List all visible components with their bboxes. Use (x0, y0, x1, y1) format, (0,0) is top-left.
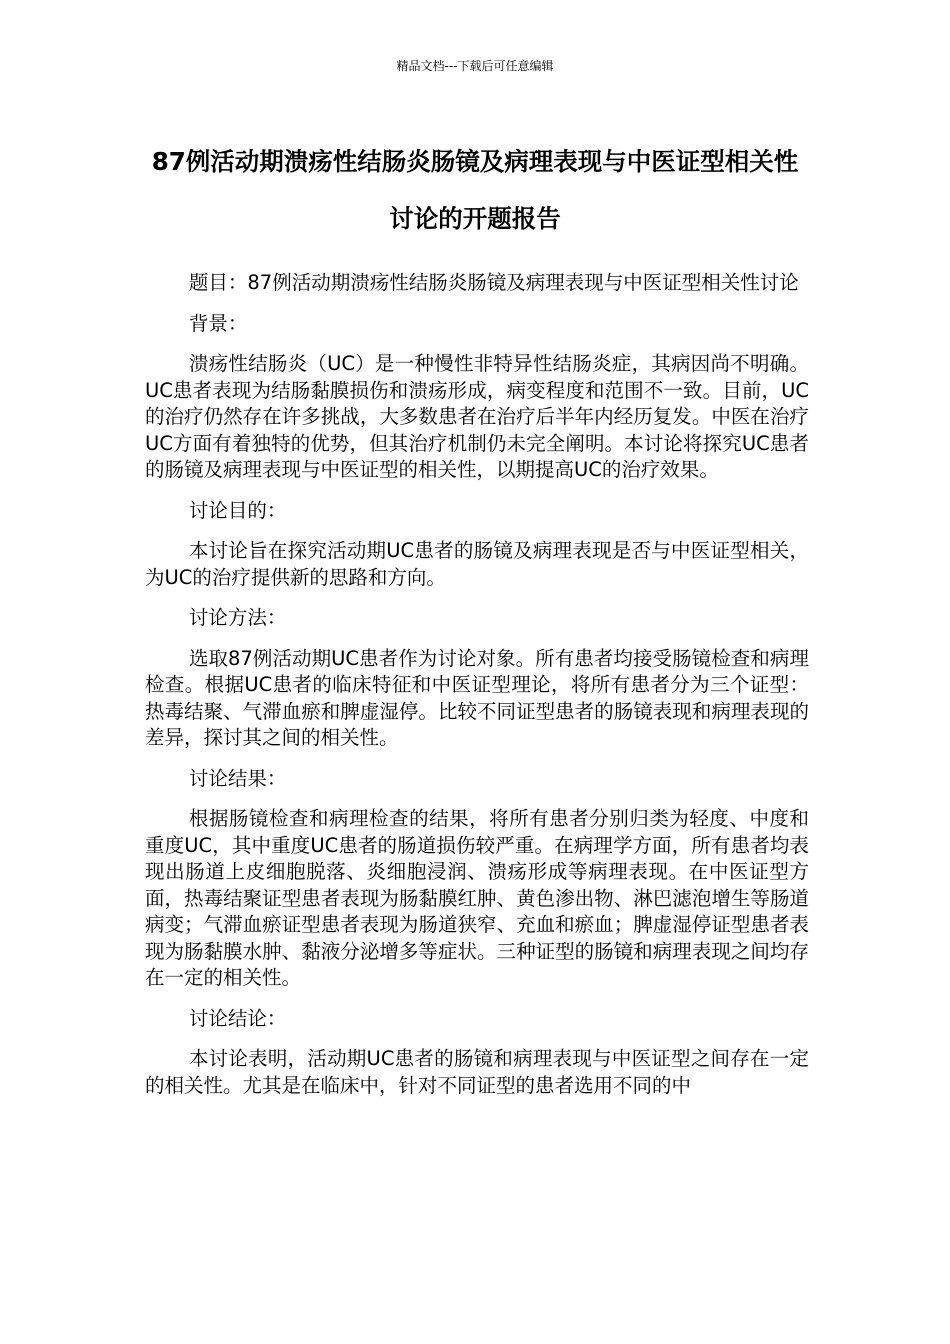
topic-paragraph: 题目：87例活动期溃疡性结肠炎肠镜及病理表现与中医证型相关性讨论 (188, 271, 799, 294)
background-paragraph: 溃疡性结肠炎（UC）是一种慢性非特异性结肠炎症，其病因尚不明确。UC患者表现为结肠黏膜损伤和溃疡形成，病变程度和范围不一致。目前，UC的治疗仍然存在许多挑战，大多数患者在治疗后半年内经历复发。中医在治疗UC方面有着独特的优势，但其治疗机制仍未完全阐明。本讨论将探究UC患者的肠镜及病理表现与中医证型的相关性，以期提高UC的治疗效果。 (145, 352, 809, 481)
background-heading: 背景： (188, 311, 248, 335)
document-body (145, 270, 809, 1113)
header-note: 精品文档---下载后可任意编辑 (396, 59, 554, 73)
purpose-paragraph: 本讨论旨在探究活动期UC患者的肠镜及病理表现是否与中医证型相关，为UC的治疗提供新的思路和方向。 (145, 539, 809, 589)
conclusion-heading: 讨论结论： (188, 1006, 287, 1030)
method-heading: 讨论方法： (188, 606, 287, 629)
method-paragraph: 选取87例活动期UC患者作为讨论对象。所有患者均接受肠镜检查和病理检查。根据UC患者的临床特征和中医证型理论，将所有患者分为三个证型：热毒结聚、气滞血瘀和脾虚湿停。比较不同证型患者的肠镜表现和病理表现的差异，探讨其之间的相关性。 (145, 646, 809, 749)
results-paragraph: 根据肠镜检查和病理检查的结果，将所有患者分别归类为轻度、中度和重度UC，其中重度UC患者的肠道损伤较严重。在病理学方面，所有患者均表现出肠道上皮细胞脱落、炎细胞浸润、溃疡形成等病理表现。在中医证型方面，热毒结聚证型患者表现为肠黏膜红肿、黄色渗出物、淋巴滤泡增生等肠道病变；气滞血瘀证型患者表现为肠道狭窄、充血和瘀血；脾虚湿停证型患者表现为肠黏膜水肿、黏液分泌增多等症状。三种证型的肠镜和病理表现之间均存在一定的相关性。 (145, 807, 809, 989)
results-heading: 讨论结果： (188, 766, 287, 790)
document-title: 87例活动期溃疡性结肠炎肠镜及病理表现与中医证型相关性讨论的开题报告 (151, 147, 799, 233)
purpose-heading: 讨论目的： (188, 498, 287, 522)
conclusion-paragraph: 本讨论表明，活动期UC患者的肠镜和病理表现与中医证型之间存在一定的相关性。尤其是在临床中，针对不同证型的患者选用不同的中 (145, 1047, 809, 1097)
